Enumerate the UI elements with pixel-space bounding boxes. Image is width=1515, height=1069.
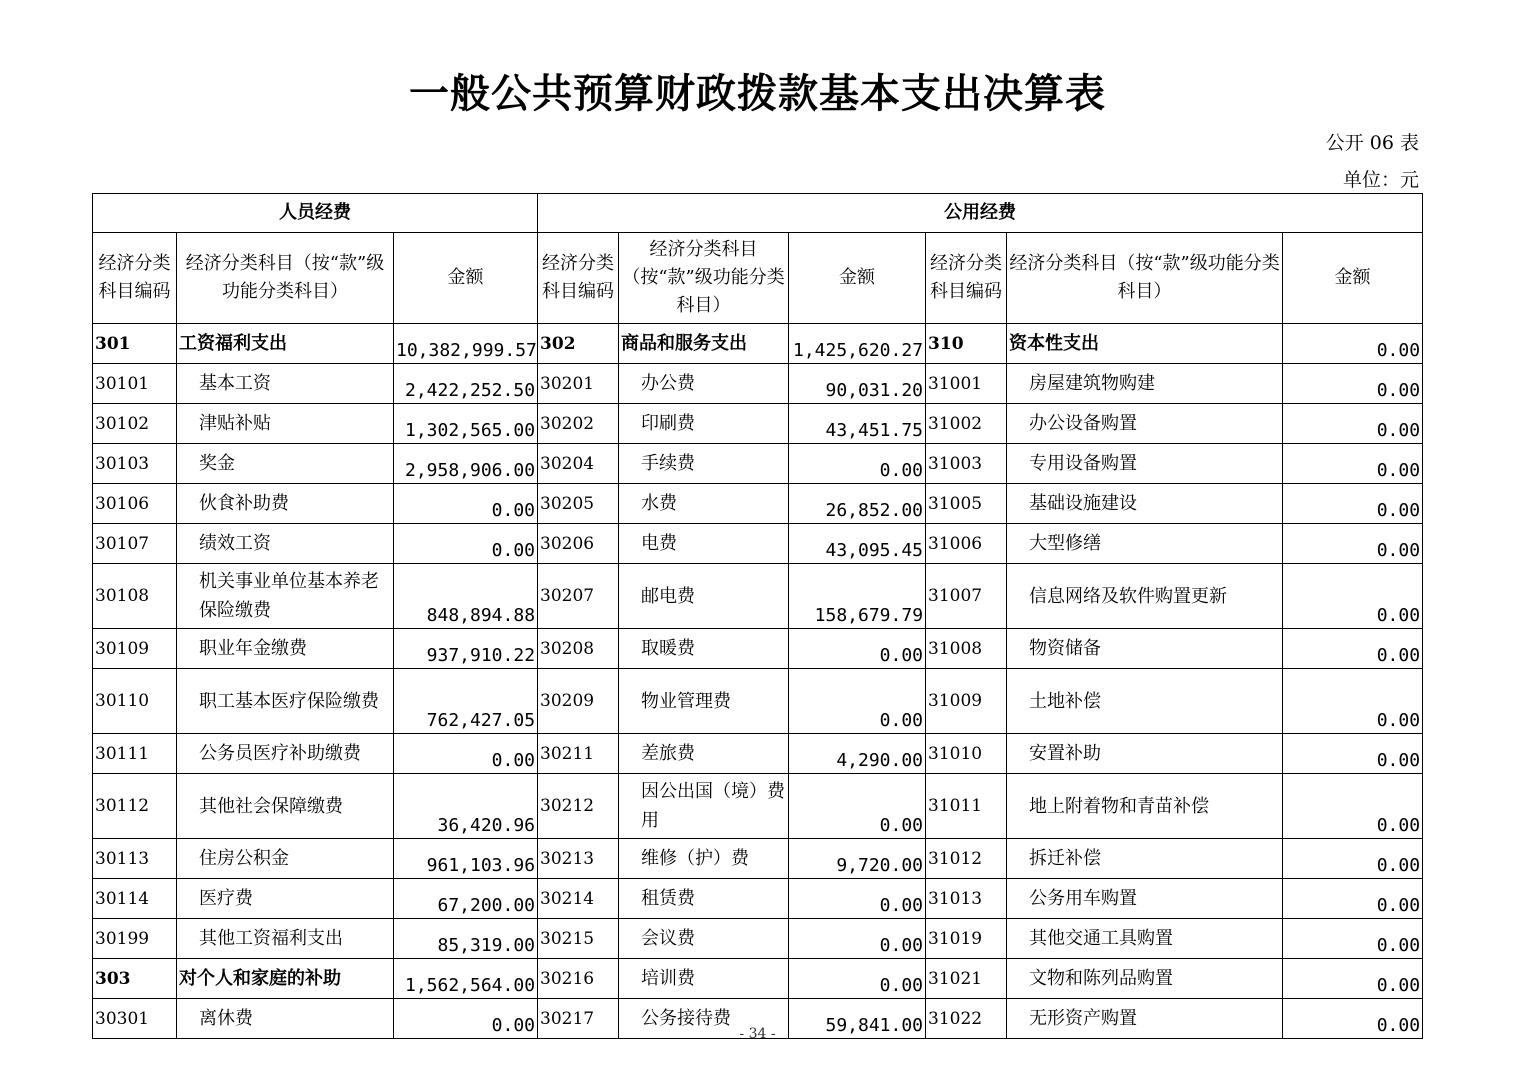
cell-code: 30199 [93,919,177,959]
cell-name: 办公费 [619,364,789,404]
cell-code: 30202 [538,404,619,444]
cell-code: 30109 [93,629,177,669]
cell-amount: 848,894.88 [394,564,538,629]
cell-name: 取暖费 [619,629,789,669]
cell-name: 安置补助 [1007,734,1283,774]
cell-amount: 0.00 [1283,564,1423,629]
form-number: 公开 06 表 [1325,132,1419,154]
cell-code: 30215 [538,919,619,959]
cell-code: 30106 [93,484,177,524]
cell-name: 其他交通工具购置 [1007,919,1283,959]
cell-name: 大型修缮 [1007,524,1283,564]
cell-amount: 90,031.20 [789,364,926,404]
cell-name: 手续费 [619,444,789,484]
cell-code: 30114 [93,879,177,919]
cell-amount: 0.00 [789,879,926,919]
cell-code: 30204 [538,444,619,484]
cell-amount: 2,422,252.50 [394,364,538,404]
cell-amount: 4,290.00 [789,734,926,774]
cell-amount: 762,427.05 [394,669,538,734]
cell-amount: 0.00 [1283,629,1423,669]
table-row [93,919,1423,959]
cell-name: 会议费 [619,919,789,959]
cell-name: 住房公积金 [177,839,394,879]
cell-amount: 0.00 [789,444,926,484]
cell-name: 无形资产购置 [1007,999,1283,1039]
cell-name: 租赁费 [619,879,789,919]
table-row [93,524,1423,564]
cell-name: 基本工资 [177,364,394,404]
table-row [93,404,1423,444]
cell-amount: 961,103.96 [394,839,538,879]
cell-name: 房屋建筑物购建 [1007,364,1283,404]
cell-name: 公务用车购置 [1007,879,1283,919]
cell-amount: 0.00 [789,669,926,734]
cell-amount: 0.00 [1283,959,1423,999]
cell-name: 公务员医疗补助缴费 [177,734,394,774]
cell-amount: 0.00 [394,999,538,1039]
cell-name: 奖金 [177,444,394,484]
cell-amount: 85,319.00 [394,919,538,959]
cell-amount: 26,852.00 [789,484,926,524]
cell-name: 土地补偿 [1007,669,1283,734]
cell-amount: 0.00 [1283,444,1423,484]
cell-name: 专用设备购置 [1007,444,1283,484]
cell-code: 30208 [538,629,619,669]
cell-code: 31012 [926,839,1007,879]
table-row [93,774,1423,839]
expenditure-table [92,193,1423,1039]
cell-code: 30209 [538,669,619,734]
cell-amount: 0.00 [789,959,926,999]
cell-code: 30214 [538,879,619,919]
cell-code: 303 [93,959,177,999]
cell-code: 30103 [93,444,177,484]
cell-name: 文物和陈列品购置 [1007,959,1283,999]
cell-code: 31013 [926,879,1007,919]
cell-code: 310 [926,324,1007,364]
cell-amount: 0.00 [1283,839,1423,879]
cell-name: 职业年金缴费 [177,629,394,669]
cell-name: 办公设备购置 [1007,404,1283,444]
cell-code: 31006 [926,524,1007,564]
table-row [93,324,1423,364]
cell-amount: 43,095.45 [789,524,926,564]
cell-code: 30201 [538,364,619,404]
cell-amount: 0.00 [1283,734,1423,774]
cell-amount: 0.00 [1283,404,1423,444]
cell-name: 机关事业单位基本养老保险缴费 [177,564,394,629]
cell-name: 工资福利支出 [177,324,394,364]
page-title: 一般公共预算财政拨款基本支出决算表 [409,70,1106,117]
col-header-amount: 金额 [1283,233,1423,324]
table-row [93,959,1423,999]
cell-amount: 0.00 [789,629,926,669]
cell-code: 30207 [538,564,619,629]
cell-amount: 0.00 [1283,774,1423,839]
col-header-name: 经济分类科目（按“款”级功能分类科目） [619,233,789,324]
cell-code: 31005 [926,484,1007,524]
table-row [93,879,1423,919]
cell-name: 伙食补助费 [177,484,394,524]
cell-amount: 59,841.00 [789,999,926,1039]
cell-amount: 0.00 [1283,879,1423,919]
cell-name: 印刷费 [619,404,789,444]
cell-code: 31007 [926,564,1007,629]
cell-name: 信息网络及软件购置更新 [1007,564,1283,629]
cell-amount: 0.00 [394,524,538,564]
cell-name: 拆迁补偿 [1007,839,1283,879]
cell-amount: 36,420.96 [394,774,538,839]
cell-name: 公务接待费 [619,999,789,1039]
table-body [93,324,1423,1039]
cell-code: 301 [93,324,177,364]
table-row [93,364,1423,404]
cell-name: 职工基本医疗保险缴费 [177,669,394,734]
cell-code: 31008 [926,629,1007,669]
col-header-name: 经济分类科目（按“款”级功能分类科目） [1007,233,1283,324]
table-row [93,564,1423,629]
cell-code: 30216 [538,959,619,999]
cell-amount: 0.00 [1283,999,1423,1039]
unit-label: 单位：元 [1342,169,1419,191]
cell-amount: 0.00 [394,734,538,774]
cell-code: 31009 [926,669,1007,734]
col-header-amount: 金额 [394,233,538,324]
cell-name: 津贴补贴 [177,404,394,444]
cell-name: 物业管理费 [619,669,789,734]
cell-code: 30211 [538,734,619,774]
cell-amount: 43,451.75 [789,404,926,444]
cell-code: 302 [538,324,619,364]
cell-amount: 10,382,999.57 [394,324,538,364]
cell-name: 培训费 [619,959,789,999]
cell-name: 物资储备 [1007,629,1283,669]
col-header-name: 经济分类科目（按“款”级功能分类科目） [177,233,394,324]
table-row [93,484,1423,524]
cell-amount: 1,562,564.00 [394,959,538,999]
cell-amount: 1,302,565.00 [394,404,538,444]
cell-code: 30111 [93,734,177,774]
cell-amount: 0.00 [394,484,538,524]
table-row [93,734,1423,774]
cell-amount: 1,425,620.27 [789,324,926,364]
cell-code: 30212 [538,774,619,839]
cell-code: 30108 [93,564,177,629]
cell-amount: 0.00 [1283,484,1423,524]
col-header-code: 经济分类科目编码 [538,233,619,324]
group-header-personnel: 人员经费 [93,194,538,233]
cell-name: 邮电费 [619,564,789,629]
cell-code: 31001 [926,364,1007,404]
cell-code: 31003 [926,444,1007,484]
cell-name: 维修（护）费 [619,839,789,879]
cell-name: 离休费 [177,999,394,1039]
col-header-amount: 金额 [789,233,926,324]
cell-name: 医疗费 [177,879,394,919]
cell-code: 31021 [926,959,1007,999]
cell-amount: 937,910.22 [394,629,538,669]
cell-code: 31019 [926,919,1007,959]
cell-name: 资本性支出 [1007,324,1283,364]
cell-name: 其他工资福利支出 [177,919,394,959]
cell-amount: 0.00 [1283,324,1423,364]
cell-code: 30113 [93,839,177,879]
cell-amount: 0.00 [1283,669,1423,734]
cell-code: 30213 [538,839,619,879]
table-row [93,669,1423,734]
cell-name: 地上附着物和青苗补偿 [1007,774,1283,839]
cell-amount: 67,200.00 [394,879,538,919]
cell-amount: 2,958,906.00 [394,444,538,484]
cell-name: 对个人和家庭的补助 [177,959,394,999]
cell-code: 31011 [926,774,1007,839]
col-header-code: 经济分类科目编码 [93,233,177,324]
cell-name: 水费 [619,484,789,524]
cell-amount: 0.00 [1283,919,1423,959]
cell-code: 30206 [538,524,619,564]
cell-code: 30102 [93,404,177,444]
table-row [93,839,1423,879]
table-row [93,629,1423,669]
cell-amount: 0.00 [789,919,926,959]
cell-code: 30217 [538,999,619,1039]
cell-code: 30110 [93,669,177,734]
cell-name: 电费 [619,524,789,564]
cell-code: 31002 [926,404,1007,444]
cell-amount: 0.00 [789,774,926,839]
cell-code: 31010 [926,734,1007,774]
cell-amount: 158,679.79 [789,564,926,629]
cell-code: 30101 [93,364,177,404]
table-row [93,444,1423,484]
cell-name: 差旅费 [619,734,789,774]
cell-code: 30107 [93,524,177,564]
cell-name: 绩效工资 [177,524,394,564]
page-number: - 34 - [739,1026,776,1042]
cell-amount: 0.00 [1283,524,1423,564]
cell-name: 基础设施建设 [1007,484,1283,524]
cell-code: 30205 [538,484,619,524]
cell-code: 30112 [93,774,177,839]
cell-name: 商品和服务支出 [619,324,789,364]
cell-amount: 9,720.00 [789,839,926,879]
col-header-code: 经济分类科目编码 [926,233,1007,324]
cell-name: 因公出国（境）费用 [619,774,789,839]
cell-amount: 0.00 [1283,364,1423,404]
cell-code: 31022 [926,999,1007,1039]
cell-code: 30301 [93,999,177,1039]
group-header-public: 公用经费 [538,194,1423,233]
cell-name: 其他社会保障缴费 [177,774,394,839]
